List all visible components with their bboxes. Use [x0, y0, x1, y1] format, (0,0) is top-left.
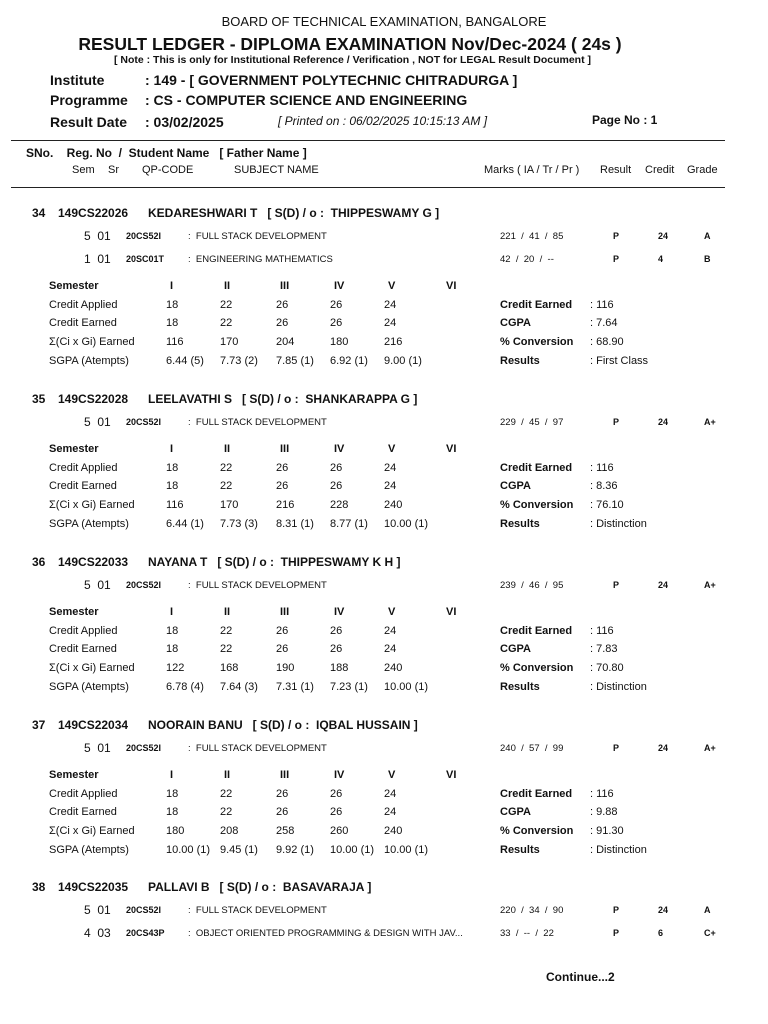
grade-table-cell: 8.77 (1)	[330, 517, 368, 530]
grade-table-semester-2: II	[224, 443, 231, 455]
summary-value: : 116	[590, 624, 614, 637]
grade-table-cell: 18	[166, 624, 179, 637]
column-credit: Credit	[645, 164, 675, 176]
subject-marks: 221 / 41 / 85	[500, 231, 564, 242]
grade-table-cell: 26	[276, 806, 289, 819]
grade-table-cell: 10.00 (1)	[384, 843, 429, 856]
grade-table-row-label: SGPA (Atempts)	[49, 843, 129, 856]
student-sno: 38	[32, 880, 46, 894]
grade-table-cell: 22	[220, 461, 233, 474]
subject-sem-sr: 5 01	[84, 741, 111, 755]
grade-table-row-label: Σ(Ci x Gi) Earned	[49, 336, 135, 349]
grade-table-cell: 7.23 (1)	[330, 680, 368, 693]
grade-table-row-label: Credit Earned	[49, 643, 117, 656]
subject-qp-code: 20CS52I	[126, 580, 162, 590]
student-reg-no: 149CS22028	[58, 392, 129, 406]
grade-table-cell: 26	[330, 787, 343, 800]
grade-table-cell: 18	[166, 787, 179, 800]
grade-table-cell: 216	[276, 499, 295, 512]
subject-marks: 42 / 20 / --	[500, 254, 554, 265]
subject-name: : ENGINEERING MATHEMATICS	[188, 254, 333, 265]
grade-table-cell: 26	[330, 317, 343, 330]
grade-table-row-label: SGPA (Atempts)	[49, 517, 129, 530]
grade-table-cell: 8.31 (1)	[276, 517, 314, 530]
summary-label: Results	[500, 680, 540, 693]
summary-value: : 7.83	[590, 643, 618, 656]
grade-table-cell: 6.78 (4)	[166, 680, 204, 693]
summary-label: % Conversion	[500, 662, 574, 675]
grade-table-semester-4: IV	[334, 443, 345, 455]
column-qp-code: QP-CODE	[142, 164, 194, 176]
subject-marks: 229 / 45 / 97	[500, 417, 564, 428]
grade-table-cell: 26	[330, 643, 343, 656]
subject-grade: A+	[704, 743, 716, 753]
grade-table-cell: 24	[384, 480, 397, 493]
subject-name: : FULL STACK DEVELOPMENT	[188, 743, 327, 754]
grade-table-cell: 258	[276, 825, 295, 838]
grade-table-semester-1: I	[170, 769, 174, 781]
subject-credit: 6	[658, 928, 664, 938]
subject-result: P	[613, 231, 620, 241]
grade-table-cell: 24	[384, 787, 397, 800]
subject-name: : FULL STACK DEVELOPMENT	[188, 231, 327, 242]
subject-sem-sr: 5 01	[84, 415, 111, 429]
summary-label: Credit Earned	[500, 787, 573, 800]
grade-table-cell: 6.44 (1)	[166, 517, 204, 530]
summary-value: : 116	[590, 298, 614, 311]
summary-label: Results	[500, 354, 540, 367]
grade-table-row-label: Σ(Ci x Gi) Earned	[49, 662, 135, 675]
grade-table-semester-6: VI	[446, 769, 457, 781]
grade-table-row-label: Credit Applied	[49, 298, 118, 311]
grade-table-row-label: Credit Applied	[49, 461, 118, 474]
page-number: Page No : 1	[592, 113, 658, 127]
subject-name: : FULL STACK DEVELOPMENT	[188, 417, 327, 428]
summary-value: : 76.10	[590, 499, 624, 512]
grade-table-cell: 26	[330, 298, 343, 311]
student-sno: 35	[32, 392, 46, 406]
summary-label: CGPA	[500, 480, 531, 493]
student-name-father: NOORAIN BANU [ S(D) / o : IQBAL HUSSAIN ]	[148, 718, 418, 732]
summary-label: CGPA	[500, 317, 531, 330]
grade-table-semester-4: IV	[334, 606, 345, 618]
grade-table-row-label: Credit Applied	[49, 787, 118, 800]
subject-sem-sr: 5 01	[84, 578, 111, 592]
grade-table-cell: 9.45 (1)	[220, 843, 258, 856]
subject-qp-code: 20CS52I	[126, 743, 162, 753]
grade-table-semester-1: I	[170, 606, 174, 618]
grade-table-cell: 168	[220, 662, 239, 675]
summary-value: : 68.90	[590, 336, 624, 349]
student-sno: 34	[32, 206, 46, 220]
subject-result: P	[613, 254, 620, 264]
grade-table-cell: 208	[220, 825, 239, 838]
grade-table-cell: 22	[220, 480, 233, 493]
grade-table-semester-1: I	[170, 443, 174, 455]
student-name-father: PALLAVI B [ S(D) / o : BASAVARAJA ]	[148, 880, 372, 894]
grade-table-cell: 24	[384, 461, 397, 474]
student-reg-no: 149CS22034	[58, 718, 129, 732]
grade-table-semester-5: V	[388, 443, 396, 455]
subject-sem-sr: 5 01	[84, 229, 111, 243]
column-grade: Grade	[687, 164, 718, 176]
grade-table-cell: 18	[166, 317, 179, 330]
institute-value: : 149 - [ GOVERNMENT POLYTECHNIC CHITRADURGA ]	[145, 72, 518, 88]
grade-table-cell: 22	[220, 624, 233, 637]
student-sno: 37	[32, 718, 46, 732]
summary-value: : 7.64	[590, 317, 618, 330]
summary-value: : Distinction	[590, 843, 647, 856]
student-sno: 36	[32, 555, 46, 569]
continue-note: Continue...2	[546, 970, 615, 984]
subject-grade: C+	[704, 928, 716, 938]
column-header-line1: SNo. Reg. No / Student Name [ Father Name ]	[26, 146, 307, 160]
summary-value: : Distinction	[590, 517, 647, 530]
subject-credit: 4	[658, 254, 664, 264]
grade-table-cell: 170	[220, 499, 239, 512]
grade-table-cell: 7.73 (2)	[220, 354, 258, 367]
subject-result: P	[613, 928, 620, 938]
grade-table-cell: 10.00 (1)	[330, 843, 375, 856]
grade-table-semester-6: VI	[446, 606, 457, 618]
grade-table-cell: 7.73 (3)	[220, 517, 258, 530]
grade-table-cell: 18	[166, 461, 179, 474]
grade-table-cell: 116	[166, 336, 184, 349]
subject-sem-sr: 5 01	[84, 903, 111, 917]
student-reg-no: 149CS22033	[58, 555, 129, 569]
grade-table-cell: 260	[330, 825, 349, 838]
subject-marks: 33 / -- / 22	[500, 928, 554, 939]
grade-table-semester-2: II	[224, 280, 231, 292]
subject-qp-code: 20CS52I	[126, 417, 162, 427]
grade-table-cell: 10.00 (1)	[384, 517, 429, 530]
student-name-father: LEELAVATHI S [ S(D) / o : SHANKARAPPA G ]	[148, 392, 418, 406]
column-marks: Marks ( IA / Tr / Pr )	[484, 164, 580, 176]
grade-table-semester-4: IV	[334, 769, 345, 781]
ledger-title: RESULT LEDGER - DIPLOMA EXAMINATION Nov/Dec-2024 ( 24s )	[78, 34, 622, 54]
grade-table-row-label: Σ(Ci x Gi) Earned	[49, 825, 135, 838]
subject-result: P	[613, 580, 620, 590]
summary-label: Results	[500, 843, 540, 856]
grade-table-row-label: SGPA (Atempts)	[49, 680, 129, 693]
grade-table-cell: 24	[384, 806, 397, 819]
grade-table-cell: 9.00 (1)	[384, 354, 422, 367]
student-reg-no: 149CS22035	[58, 880, 129, 894]
summary-label: % Conversion	[500, 499, 574, 512]
grade-table-cell: 180	[166, 825, 185, 838]
grade-table-cell: 228	[330, 499, 349, 512]
student-name-father: NAYANA T [ S(D) / o : THIPPESWAMY K H ]	[148, 555, 401, 569]
subject-qp-code: 20SC01T	[126, 254, 165, 264]
subject-credit: 24	[658, 580, 669, 590]
summary-label: CGPA	[500, 643, 531, 656]
subject-grade: A+	[704, 580, 716, 590]
grade-table-semester-heading: Semester	[49, 280, 99, 292]
subject-name: : FULL STACK DEVELOPMENT	[188, 905, 327, 916]
grade-table-cell: 24	[384, 317, 397, 330]
grade-table-cell: 26	[276, 643, 289, 656]
grade-table-cell: 26	[330, 480, 343, 493]
subject-sem-sr: 1 01	[84, 252, 111, 266]
grade-table-cell: 26	[276, 480, 289, 493]
subject-credit: 24	[658, 417, 669, 427]
subject-name: : OBJECT ORIENTED PROGRAMMING & DESIGN WITH JAV...	[188, 928, 463, 939]
grade-table-semester-3: III	[280, 443, 290, 455]
grade-table-cell: 26	[276, 317, 289, 330]
subject-credit: 24	[658, 231, 669, 241]
board-name: BOARD OF TECHNICAL EXAMINATION, BANGALORE	[221, 14, 547, 29]
grade-table-cell: 10.00 (1)	[384, 680, 429, 693]
grade-table-cell: 26	[276, 298, 289, 311]
subject-grade: A+	[704, 417, 716, 427]
grade-table-row-label: Credit Earned	[49, 480, 117, 493]
result-date-label: Result Date	[50, 114, 128, 130]
result-date-value: : 03/02/2025	[145, 114, 224, 130]
grade-table-cell: 24	[384, 643, 397, 656]
subject-grade: A	[704, 905, 711, 915]
column-result: Result	[600, 164, 632, 176]
summary-value: : First Class	[590, 354, 649, 367]
grade-table-cell: 6.92 (1)	[330, 354, 368, 367]
grade-table-semester-2: II	[224, 606, 231, 618]
grade-table-semester-3: III	[280, 769, 290, 781]
grade-table-cell: 170	[220, 336, 239, 349]
grade-table-semester-heading: Semester	[49, 769, 99, 781]
grade-table-cell: 24	[384, 298, 397, 311]
grade-table-cell: 10.00 (1)	[166, 843, 211, 856]
header-rule-top	[11, 140, 725, 141]
grade-table-semester-5: V	[388, 606, 396, 618]
grade-table-semester-heading: Semester	[49, 443, 99, 455]
grade-table-cell: 240	[384, 499, 403, 512]
grade-table-cell: 26	[330, 461, 343, 474]
grade-table-semester-1: I	[170, 280, 174, 292]
grade-table-cell: 216	[384, 336, 403, 349]
grade-table-semester-5: V	[388, 280, 396, 292]
grade-table-cell: 22	[220, 317, 233, 330]
grade-table-cell: 180	[330, 336, 349, 349]
grade-table-cell: 18	[166, 298, 179, 311]
programme-label: Programme	[50, 92, 128, 108]
grade-table-row-label: Σ(Ci x Gi) Earned	[49, 499, 135, 512]
grade-table-semester-5: V	[388, 769, 396, 781]
subject-name: : FULL STACK DEVELOPMENT	[188, 580, 327, 591]
grade-table-cell: 22	[220, 787, 233, 800]
subject-result: P	[613, 743, 620, 753]
programme-value: : CS - COMPUTER SCIENCE AND ENGINEERING	[145, 92, 468, 108]
summary-value: : 116	[590, 461, 614, 474]
grade-table-cell: 204	[276, 336, 295, 349]
grade-table-row-label: SGPA (Atempts)	[49, 354, 129, 367]
column-subject-name: SUBJECT NAME	[234, 164, 319, 176]
grade-table-semester-6: VI	[446, 443, 457, 455]
summary-value: : 116	[590, 787, 614, 800]
subject-grade: A	[704, 231, 711, 241]
grade-table-cell: 24	[384, 624, 397, 637]
grade-table-row-label: Credit Earned	[49, 806, 117, 819]
grade-table-semester-heading: Semester	[49, 606, 99, 618]
header-rule-bottom	[11, 187, 725, 188]
grade-table-semester-3: III	[280, 280, 290, 292]
summary-label: Results	[500, 517, 540, 530]
subject-credit: 24	[658, 743, 669, 753]
summary-label: Credit Earned	[500, 461, 573, 474]
grade-table-cell: 26	[276, 624, 289, 637]
printed-on: [ Printed on : 06/02/2025 10:15:13 AM ]	[278, 114, 488, 128]
column-sr: Sr	[108, 164, 119, 176]
summary-value: : 70.80	[590, 662, 624, 675]
grade-table-cell: 18	[166, 643, 179, 656]
subject-qp-code: 20CS52I	[126, 905, 162, 915]
summary-label: Credit Earned	[500, 298, 573, 311]
ledger-note: [ Note : This is only for Institutional Reference / Verification , NOT for LEGAL Result Document ]	[113, 54, 592, 66]
summary-value: : 91.30	[590, 825, 624, 838]
summary-value: : 8.36	[590, 480, 618, 493]
institute-label: Institute	[50, 72, 105, 88]
grade-table-cell: 122	[166, 662, 185, 675]
grade-table-cell: 18	[166, 480, 179, 493]
summary-label: CGPA	[500, 806, 531, 819]
summary-label: % Conversion	[500, 336, 574, 349]
subject-sem-sr: 4 03	[84, 926, 111, 940]
column-sem: Sem	[72, 164, 95, 176]
grade-table-cell: 190	[276, 662, 295, 675]
subject-result: P	[613, 417, 620, 427]
grade-table-cell: 188	[330, 662, 349, 675]
grade-table-semester-6: VI	[446, 280, 457, 292]
grade-table-semester-3: III	[280, 606, 290, 618]
subject-marks: 240 / 57 / 99	[500, 743, 564, 754]
grade-table-cell: 7.64 (3)	[220, 680, 258, 693]
grade-table-cell: 26	[276, 787, 289, 800]
grade-table-cell: 9.92 (1)	[276, 843, 314, 856]
grade-table-cell: 18	[166, 806, 179, 819]
grade-table-semester-2: II	[224, 769, 231, 781]
grade-table-cell: 240	[384, 662, 403, 675]
grade-table-cell: 6.44 (5)	[166, 354, 204, 367]
grade-table-cell: 26	[276, 461, 289, 474]
subject-credit: 24	[658, 905, 669, 915]
subject-qp-code: 20CS52I	[126, 231, 162, 241]
grade-table-cell: 240	[384, 825, 403, 838]
grade-table-cell: 26	[330, 806, 343, 819]
subject-marks: 239 / 46 / 95	[500, 580, 564, 591]
summary-label: % Conversion	[500, 825, 574, 838]
subject-marks: 220 / 34 / 90	[500, 905, 564, 916]
grade-table-cell: 26	[330, 624, 343, 637]
subject-grade: B	[704, 254, 711, 264]
subject-qp-code: 20CS43P	[126, 928, 165, 938]
summary-label: Credit Earned	[500, 624, 573, 637]
summary-value: : Distinction	[590, 680, 647, 693]
summary-value: : 9.88	[590, 806, 618, 819]
student-name-father: KEDARESHWARI T [ S(D) / o : THIPPESWAMY G ]	[148, 206, 440, 220]
grade-table-cell: 22	[220, 298, 233, 311]
grade-table-cell: 116	[166, 499, 184, 512]
grade-table-cell: 22	[220, 643, 233, 656]
grade-table-cell: 7.85 (1)	[276, 354, 314, 367]
grade-table-cell: 7.31 (1)	[276, 680, 314, 693]
grade-table-cell: 22	[220, 806, 233, 819]
grade-table-semester-4: IV	[334, 280, 345, 292]
grade-table-row-label: Credit Applied	[49, 624, 118, 637]
grade-table-row-label: Credit Earned	[49, 317, 117, 330]
subject-result: P	[613, 905, 620, 915]
student-reg-no: 149CS22026	[58, 206, 129, 220]
